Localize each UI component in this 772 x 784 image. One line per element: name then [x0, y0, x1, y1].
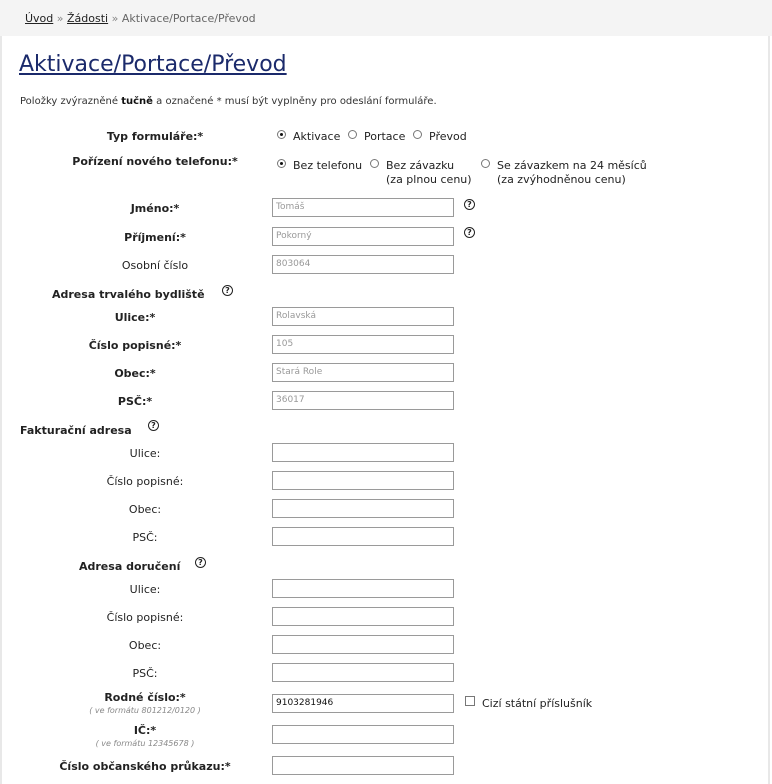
first-name-input[interactable]: Tomáš [272, 198, 454, 217]
bill-city-input[interactable] [272, 499, 454, 518]
ic-hint: ( ve formátu 12345678 ) [95, 739, 195, 748]
personal-number-input[interactable]: 803064 [272, 255, 454, 274]
perm-zip-label: PSČ:* [117, 395, 153, 408]
deliv-zip-label: PSČ: [132, 667, 158, 680]
note-text: Položky zvýrazněné [20, 96, 119, 107]
billing-address-heading: Fakturační adresa [20, 424, 132, 437]
breadcrumb-current: Aktivace/Portace/Převod [121, 12, 256, 25]
radio-prevod[interactable] [413, 130, 422, 139]
id-card-label: Číslo občanského průkazu:* [59, 760, 231, 773]
deliv-street-input[interactable] [272, 579, 454, 598]
perm-house-number-input[interactable]: 105 [272, 335, 454, 354]
note-bold-text: tučně [121, 96, 153, 107]
help-icon[interactable]: ? [195, 557, 206, 568]
radio-aktivace[interactable] [277, 130, 286, 139]
bill-street-input[interactable] [272, 443, 454, 462]
foreigner-checkbox[interactable] [465, 696, 475, 706]
birth-number-input[interactable]: 9103281946 [272, 694, 454, 713]
radio-no-phone[interactable] [277, 159, 286, 168]
radio-portace-label: Portace [364, 130, 406, 143]
radio-portace[interactable] [348, 130, 357, 139]
bill-zip-label: PSČ: [132, 531, 158, 544]
first-name-label: Jméno:* [130, 202, 180, 215]
right-edge [768, 36, 770, 784]
radio-commitment-24-sublabel: (za zvýhodněnou cenu) [497, 173, 626, 186]
help-icon[interactable]: ? [222, 285, 233, 296]
help-icon[interactable]: ? [464, 227, 475, 238]
radio-commitment-24[interactable] [481, 159, 490, 168]
perm-city-label: Obec:* [114, 367, 156, 380]
permanent-address-heading: Adresa trvalého bydliště [52, 288, 205, 301]
form-type-label: Typ formuláře:* [106, 130, 204, 143]
note-text-end: a označené * musí být vyplněny pro odeslání formuláře. [156, 96, 437, 107]
radio-aktivace-label: Aktivace [293, 130, 341, 143]
deliv-zip-input[interactable] [272, 663, 454, 682]
ic-input[interactable] [272, 725, 454, 744]
personal-number-label: Osobní číslo [121, 259, 189, 272]
page-title: Aktivace/Portace/Převod [19, 52, 287, 77]
breadcrumb-requests-link[interactable]: Žádosti [67, 12, 109, 25]
bill-zip-input[interactable] [272, 527, 454, 546]
ic-label: IČ:* [133, 724, 157, 737]
help-icon[interactable]: ? [464, 199, 475, 210]
birth-number-label: Rodné číslo:* [104, 691, 186, 704]
id-card-input[interactable] [272, 756, 454, 775]
delivery-address-heading: Adresa doručení [79, 560, 181, 573]
radio-no-commitment-sublabel: (za plnou cenu) [386, 173, 472, 186]
radio-no-phone-label: Bez telefonu [293, 159, 363, 172]
help-icon[interactable]: ? [148, 420, 159, 431]
breadcrumb [25, 12, 256, 25]
deliv-street-label: Ulice: [129, 583, 161, 596]
perm-street-label: Ulice:* [114, 311, 156, 324]
last-name-input[interactable]: Pokorný [272, 227, 454, 246]
breadcrumb-separator: » [111, 12, 119, 25]
bill-city-label: Obec: [128, 503, 162, 516]
deliv-city-label: Obec: [128, 639, 162, 652]
deliv-house-number-input[interactable] [272, 607, 454, 626]
deliv-city-input[interactable] [272, 635, 454, 654]
perm-zip-input[interactable]: 36017 [272, 391, 454, 410]
bill-house-number-label: Číslo popisné: [106, 475, 184, 488]
foreigner-label: Cizí státní příslušník [482, 697, 593, 710]
perm-street-input[interactable]: Rolavská [272, 307, 454, 326]
perm-house-number-label: Číslo popisné:* [88, 339, 182, 352]
required-note [20, 96, 437, 107]
bill-house-number-input[interactable] [272, 471, 454, 490]
breadcrumb-separator: » [56, 12, 64, 25]
breadcrumb-home-link[interactable]: Úvod [25, 12, 54, 25]
deliv-house-number-label: Číslo popisné: [106, 611, 184, 624]
radio-commitment-24-label: Se závazkem na 24 měsíců [497, 159, 647, 172]
birth-number-hint: ( ve formátu 801212/0120 ) [89, 706, 201, 715]
last-name-label: Příjmení:* [124, 231, 186, 244]
left-edge [0, 36, 2, 784]
bill-street-label: Ulice: [129, 447, 161, 460]
radio-prevod-label: Převod [429, 130, 467, 143]
breadcrumb-bar [0, 0, 772, 36]
perm-city-input[interactable]: Stará Role [272, 363, 454, 382]
radio-no-commitment-label: Bez závazku [386, 159, 455, 172]
radio-no-commitment[interactable] [370, 159, 379, 168]
phone-purchase-label: Pořízení nového telefonu:* [72, 155, 238, 168]
